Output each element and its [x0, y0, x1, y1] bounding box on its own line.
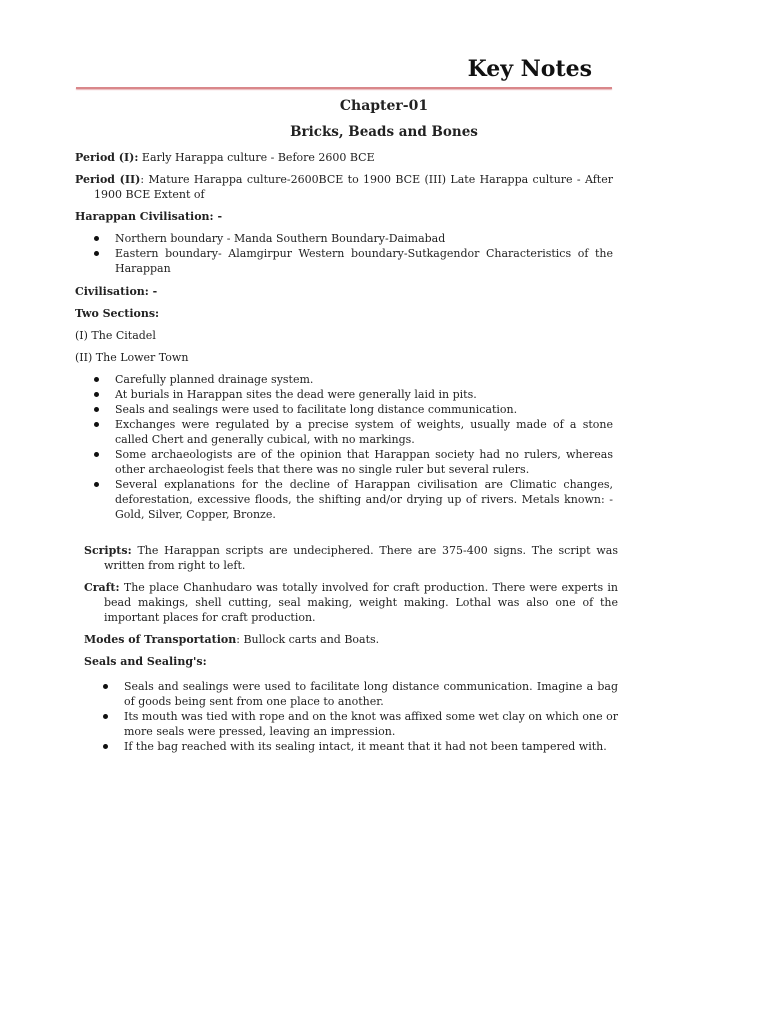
- notes-body: [75, 150, 613, 530]
- chapter-number: Chapter-01: [339, 98, 429, 114]
- seals-heading: Seals and Sealing's:: [84, 655, 207, 668]
- list-item: Northern boundary - Manda Southern Boundary-Daimabad: [115, 231, 613, 246]
- craft-paragraph: [84, 580, 618, 625]
- list-item: If the bag reached with its sealing intact, it meant that it had not been tampered with.: [124, 739, 618, 754]
- transport-label: Modes of Transportation: [84, 633, 237, 646]
- seals-list: [84, 679, 618, 754]
- period-2-label: Period (II): [75, 173, 141, 186]
- transport-paragraph: [84, 632, 618, 647]
- boundary-list: [75, 231, 613, 276]
- two-sections-heading: Two Sections:: [75, 307, 160, 320]
- list-item: Several explanations for the decline of Harappan civilisation are Climatic changes, deforestation, excessive floods, the shifting and/or drying up of rivers. Metals known: - Gold, Silver, Copper, Bronze.: [115, 478, 613, 521]
- scripts-paragraph: [84, 543, 618, 573]
- scripts-label: Scripts:: [84, 544, 132, 557]
- section-lower-town: (II) The Lower Town: [75, 351, 189, 364]
- list-item: Its mouth was tied with rope and on the knot was affixed some wet clay on which one or more seals were pressed, leaving an impression.: [124, 710, 618, 738]
- notes-body-continued: [84, 543, 618, 762]
- page-header-title: Key Notes: [467, 56, 592, 82]
- craft-text: The place Chanhudaro was totally involved for craft production. There were experts in bead makings, shell cutting, seal making, weight making. Lothal was also one of the important places for craft production.: [104, 581, 618, 624]
- list-item: Seals and sealings were used to facilitate long distance communication. Imagine a bag of goods being sent from one place to another.: [124, 680, 618, 708]
- transport-text: : Bullock carts and Boats.: [236, 633, 380, 646]
- list-item: Eastern boundary- Alamgirpur Western boundary-Sutkagendor Characteristics of the Harappan: [115, 247, 613, 275]
- civilisation-heading: Civilisation: -: [75, 285, 158, 298]
- chapter-title: Bricks, Beads and Bones: [290, 124, 478, 140]
- harappan-civilisation-heading: Harappan Civilisation: -: [75, 210, 223, 223]
- period-1-text: Early Harappa culture - Before 2600 BCE: [138, 151, 375, 164]
- header-divider: [76, 87, 612, 89]
- period-2-text: : Mature Harappa culture-2600BCE to 1900 BCE (III) Late Harappa culture - After 1900 BCE Extent of: [94, 173, 613, 201]
- scripts-text: The Harappan scripts are undeciphered. There are 375-400 signs. The script was written from right to left.: [104, 544, 618, 572]
- period-2-paragraph: [75, 172, 613, 202]
- craft-label: Craft:: [84, 581, 120, 594]
- period-1-label: Period (I):: [75, 151, 139, 164]
- section-citadel: (I) The Citadel: [75, 329, 156, 342]
- list-item: Some archaeologists are of the opinion that Harappan society had no rulers, whereas other archaeologist feels that there was no single ruler but several rulers.: [115, 448, 613, 476]
- list-item: Seals and sealings were used to facilitate long distance communication.: [115, 402, 613, 417]
- list-item: Exchanges were regulated by a precise system of weights, usually made of a stone called Chert and generally cubical, with no markings.: [115, 418, 613, 446]
- list-item: At burials in Harappan sites the dead were generally laid in pits.: [115, 387, 613, 402]
- period-1-paragraph: [75, 150, 613, 165]
- list-item: Carefully planned drainage system.: [115, 372, 613, 387]
- features-list: [75, 372, 613, 522]
